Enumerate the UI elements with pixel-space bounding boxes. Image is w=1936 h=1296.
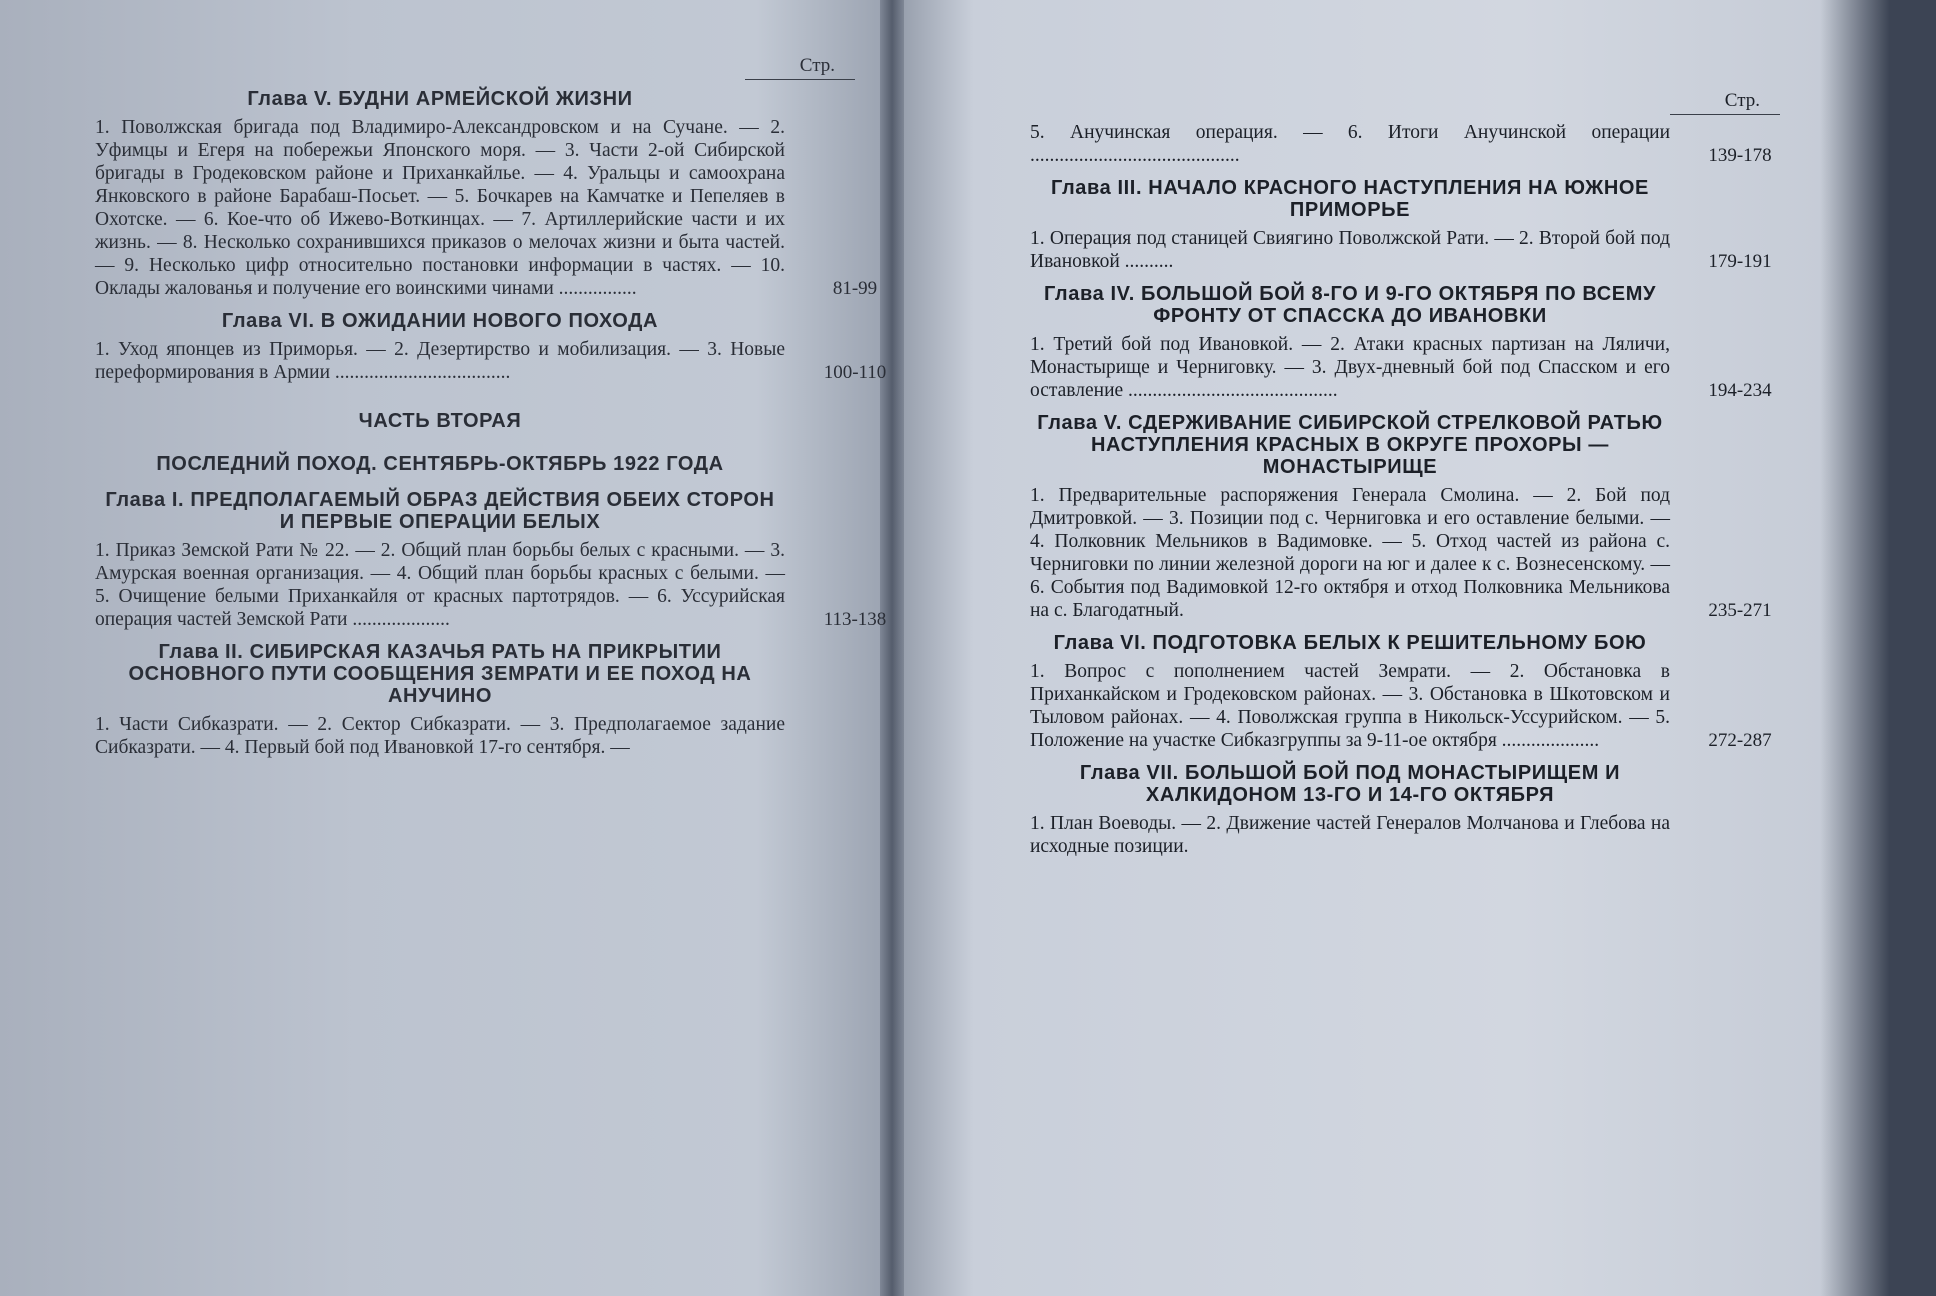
background-edge <box>1820 0 1936 1296</box>
page-range: 235-271 <box>1708 600 1772 621</box>
toc-entry <box>95 713 785 759</box>
chapter-heading: Глава II. СИБИРСКАЯ КАЗАЧЬЯ РАТЬ НА ПРИКРЫТИИ ОСНОВНОГО ПУТИ СООБЩЕНИЯ ЗЕМРАТИ И ЕЕ ПОХОД НА АНУЧИНО <box>128 641 752 707</box>
toc-entry <box>95 338 887 384</box>
chapter-contents: 1. Уход японцев из Приморья. — 2. Дезертирство и мобилизация. — 3. Новые переформирования в Армии .................................... <box>95 339 785 383</box>
toc-entry <box>1030 812 1670 858</box>
toc-entry <box>1030 333 1772 402</box>
section-title: ПОСЛЕДНИЙ ПОХОД. СЕНТЯБРЬ-ОКТЯБРЬ 1922 ГОДА <box>156 453 724 475</box>
page-range: 113-138 <box>823 609 887 630</box>
chapter-contents: 1. Поволжская бригада под Владимиро-Александровском и на Сучане. — 2. Уфимцы и Егеря на побережьи Японского моря. — 3. Части 2-ой Сибирской бригады в Гродековском районе и Приханкайлье. — 4. Уральцы и самоохрана Янковского в районе Барабаш-Посьет. — 5. Бочкарев на Камчатке и Пепеляев в Охотске. — 6. Кое-что об Ижево-Воткинцах. — 7. Артиллерийские части и их жизнь. — 8. Несколько сохранившихся приказов о мелочах жизни и быта частей. — 9. Несколько цифр относительно постановки информации в частях. — 10. Оклады жалованья и получение его воинскими чинами ................ <box>95 117 785 299</box>
page-column-label: Стр. <box>1670 90 1780 115</box>
page-range: 179-191 <box>1708 251 1772 272</box>
part-title: ЧАСТЬ ВТОРАЯ <box>358 410 522 432</box>
chapter-heading: Глава VI. ПОДГОТОВКА БЕЛЫХ К РЕШИТЕЛЬНОМУ БОЮ <box>1053 632 1647 654</box>
chapter-heading: Глава III. НАЧАЛО КРАСНОГО НАСТУПЛЕНИЯ НА ЮЖНОЕ ПРИМОРЬЕ <box>1051 177 1649 221</box>
page-range: 81-99 <box>832 278 878 299</box>
toc-entry <box>95 116 878 300</box>
page-column-label: Стр. <box>745 55 855 80</box>
page-range: 272-287 <box>1708 730 1772 751</box>
toc-entry <box>1030 121 1772 167</box>
chapter-heading: Глава VI. В ОЖИДАНИИ НОВОГО ПОХОДА <box>221 310 659 332</box>
chapter-heading: Глава V. СДЕРЖИВАНИЕ СИБИРСКОЙ СТРЕЛКОВОЙ РАТЬЮ НАСТУПЛЕНИЯ КРАСНЫХ В ОКРУГЕ ПРОХОРЫ — МОНАСТЫРИЩЕ <box>1037 412 1663 478</box>
toc-entry <box>95 539 887 631</box>
chapter-heading: Глава I. ПРЕДПОЛАГАЕМЫЙ ОБРАЗ ДЕЙСТВИЯ ОБЕИХ СТОРОН И ПЕРВЫЕ ОПЕРАЦИИ БЕЛЫХ <box>105 489 775 533</box>
chapter-heading: Глава V. БУДНИ АРМЕЙСКОЙ ЖИЗНИ <box>247 88 633 110</box>
left-toc-column <box>95 55 887 769</box>
right-toc-column <box>1030 90 1772 868</box>
page-range: 100-110 <box>823 362 887 383</box>
chapter-heading: Глава IV. БОЛЬШОЙ БОЙ 8-ГО И 9-ГО ОКТЯБРЯ ПО ВСЕМУ ФРОНТУ ОТ СПАССКА ДО ИВАНОВКИ <box>1043 283 1656 327</box>
chapter-contents: 1. Третий бой под Ивановкой. — 2. Атаки красных партизан на Ляличи, Монастырище и Черниговку. — 3. Двух-дневный бой под Спасском и его оставление ........................................... <box>1030 334 1670 401</box>
chapter-contents: 1. План Воеводы. — 2. Движение частей Генералов Молчанова и Глебова на исходные позиции. <box>1030 813 1670 857</box>
chapter-contents: 5. Анучинская операция. — 6. Итоги Анучинской операции ........................................... <box>1030 122 1670 166</box>
toc-entry <box>1030 660 1772 752</box>
page-range: 139-178 <box>1708 145 1772 166</box>
chapter-contents: 1. Части Сибказрати. — 2. Сектор Сибказрати. — 3. Предполагаемое задание Сибказрати. — 4. Первый бой под Ивановкой 17-го сентября. — <box>95 714 785 758</box>
chapter-contents: 1. Операция под станицей Свиягино Поволжской Рати. — 2. Второй бой под Ивановкой .......... <box>1030 228 1670 272</box>
chapter-heading: Глава VII. БОЛЬШОЙ БОЙ ПОД МОНАСТЫРИЩЕМ И ХАЛКИДОНОМ 13-ГО И 14-ГО ОКТЯБРЯ <box>1079 762 1621 806</box>
chapter-contents: 1. Приказ Земской Рати № 22. — 2. Общий план борьбы белых с красными. — 3. Амурская военная организация. — 4. Общий план борьбы красных с белыми. — 5. Очищение белыми Приханкайля от красных партотрядов. — 6. Уссурийская операция частей Земской Рати .................... <box>95 540 785 630</box>
chapter-contents: 1. Вопрос с пополнением частей Земрати. — 2. Обстановка в Приханкайском и Гродековском районах. — 3. Обстановка в Шкотовском и Тыловом районах. — 4. Поволжская группа в Никольск-Уссурийском. — 5. Положение на участке Сибказгруппы за 9-11-ое октября .................... <box>1030 661 1670 751</box>
toc-entry <box>1030 227 1772 273</box>
book-gutter <box>880 0 904 1296</box>
page-range: 194-234 <box>1708 380 1772 401</box>
chapter-contents: 1. Предварительные распоряжения Генерала Смолина. — 2. Бой под Дмитровкой. — 3. Позиции под с. Черниговка и его оставление белыми. — 4. Полковник Мельников в Вадимовке. — 5. Отход частей из района с. Черниговки по линии железной дороги на юг и далее к с. Вознесенскому. — 6. События под Вадимовкой 12-го октября и отход Полковника Мельникова на с. Благодатный. <box>1030 485 1670 621</box>
toc-entry <box>1030 484 1772 622</box>
